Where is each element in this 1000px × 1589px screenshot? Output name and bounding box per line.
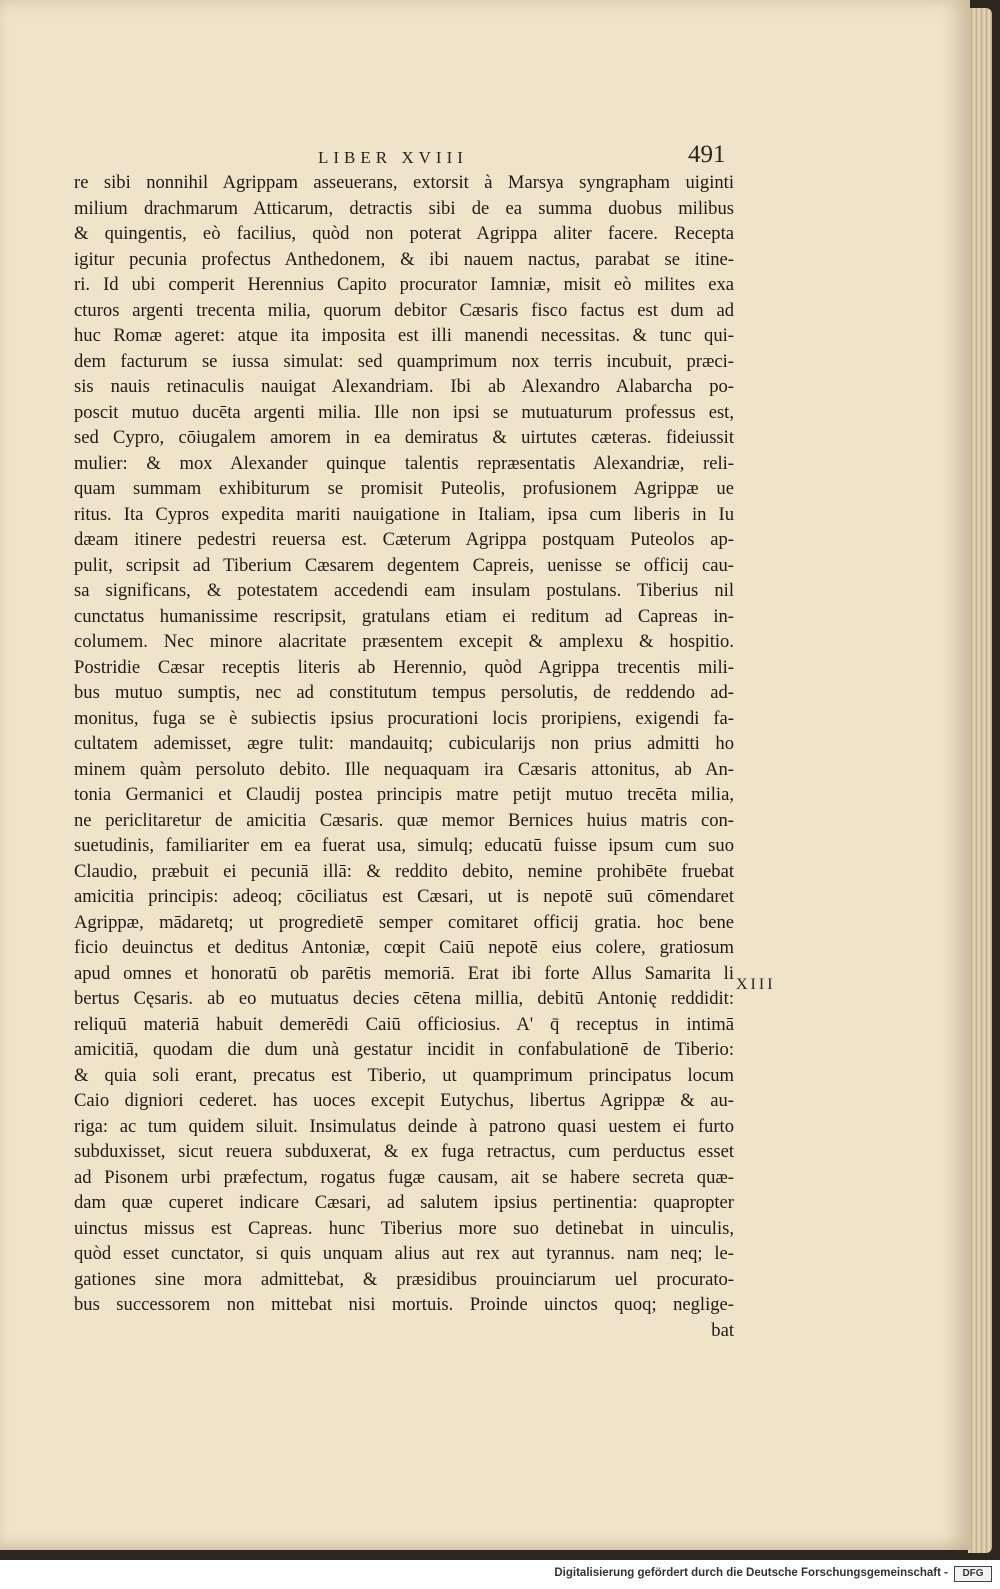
text-line: quam summam exhibiturum se promisit Puteolis, profusionem Agrippæ ue [74,478,734,499]
text-line: mulier: & mox Alexander quinque talentis repræsentatis Alexandriæ, reli- [74,452,734,474]
text-line: Postridie Cæsar receptis literis ab Herennio, quòd Agrippa trecentis mili- [74,656,734,678]
text-line: ne periclitaretur de amicitia Cæsaris. quæ memor Bernices huius matris con- [74,809,734,831]
footer [0,1560,1000,1589]
text-line: & quingentis, eò facilius, quòd non poterat Agrippa aliter facere. Recepta [74,223,734,244]
dfg-logo: DFG [954,1566,992,1582]
text-line: monitus, fuga se è subiectis ipsius procurationi locis proripiens, exigendi fa- [74,707,734,729]
text-line: dem facturum se iussa simulat: sed quamprimum nox terris incubuit, præci- [74,350,734,372]
text-line: apud omnes et honoratū ob parētis memoriā. Erat ibi forte Allus Samarita li [74,962,734,984]
text-line: subduxisset, sicut reuera subduxerat, & ex fuga retractus, cum perductus esset [74,1141,734,1162]
text-line: reliquū materiā habuit demerēdi Caiū officiosius. A' q̄ receptus in intimā [74,1013,734,1035]
text-line: ri. Id ubi comperit Herennius Capito procurator Iamniæ, misit eò milites exa [74,274,734,295]
text-line: amicitia principis: adeoq; cōciliatus est Cæsari, ut is nepotē suū cōmendaret [74,886,734,907]
text-line: cunctatus humanissime rescripsit, gratulans etiam ei reditum ad Capreas in- [74,605,734,627]
page-edges [968,8,992,1553]
text-line: cturos argenti trecenta milia, quorum debitor Cæsaris fisco factus est dum ad [74,299,734,321]
text-line: bertus Cęsaris. ab eo mutuatus decies cētena millia, debitū Antonię reddidit: [74,988,734,1009]
text-line: columem. Nec minore alacritate præsentem excepit & amplexu & hospitio. [74,631,734,652]
text-line: amicitiā, quodam die dum unà gestatur incidit in confabulationē de Tiberio: [74,1039,734,1060]
text-line: huc Romæ ageret: atque ita imposita est illi manendi necessitas. & tunc qui- [74,325,734,346]
running-head: LIBER XVIII [318,148,468,167]
text-block [74,170,734,1343]
text-line: sed Cypro, cōiugalem amorem in ea demiratus & uirtutes cæteras. fideiussit [74,427,734,448]
text-line: sa significans, & potestatem accedendi eam insulam postulans. Tiberius nil [74,580,734,601]
text-line: ad Pisonem urbi præfectum, rogatus fugæ causam, ait se habere secreta quæ- [74,1166,734,1188]
text-line: ritus. Ita Cypros expedita mariti nauigatione in Italiam, ipsa cum liberis in Iu [74,503,734,525]
margin-note: XIII [736,976,776,993]
text-line: igitur pecunia profectus Anthedonem, & ibi nauem nactus, parabat se itine- [74,248,734,270]
text-line: dæam itinere pedestri reuersa est. Cæterum Agrippa postquam Puteolos ap- [74,529,734,550]
text-line: cultatem ademisset, ægre tulit: mandauitq; cubicularijs non prius admitti ho [74,733,734,754]
text-line: re sibi nonnihil Agrippam asseuerans, extorsit à Marsya syngrapham uiginti [74,172,734,193]
text-line: tonia Germanici et Claudij postea principis matre petijt mutuo trecēta milia, [74,784,734,805]
text-line: Caio digniori cederet. has uoces excepit Eutychus, libertus Agrippæ & au- [74,1090,734,1111]
text-line: uinctus missus est Capreas. hunc Tiberius more suo detinebat in uinculis, [74,1217,734,1239]
text-line: pulit, scripsit ad Tiberium Cæsarem degentem Capreis, uenisse se officij cau- [74,554,734,576]
text-line: Agrippæ, mādaretq; ut progredietē semper comitaret officij gratia. hoc bene [74,911,734,933]
text-line: & quia soli erant, precatus est Tiberio, ut quamprimum principatus locum [74,1064,734,1086]
text-line: ficio deuinctus et deditus Antoniæ, cœpit Caiū nepotē eius colere, gratiosum [74,937,734,958]
text-line: riga: ac tum quidem siluit. Insimulatus deinde à patrono quasi uestem ei furto [74,1115,734,1137]
text-line: minem quàm persoluto debito. Ille nequaquam ira Cæsaris attonitus, ab An- [74,758,734,780]
footer-credit: Digitalisierung gefördert durch die Deutsche Forschungsgemeinschaft - [554,1567,948,1579]
text-line: suetudinis, familiariter em ea fuerat usa, simulq; educatū fuisse ipsum cum suo [74,835,734,856]
text-line: Claudio, præbuit ei pecuniā illā: & reddito debito, nemine prohibēte fruebat [74,860,734,882]
text-line: quòd esset cunctator, si quis unquam alius aut rex aut tyrannus. nam neq; le- [74,1243,734,1264]
text-line: gationes sine mora admittebat, & præsidibus prouinciarum uel procurato- [74,1268,734,1290]
page-number: 491 [688,141,726,168]
text-line: milium drachmarum Atticarum, detractis sibi de ea summa duobus milibus [74,197,734,219]
catchword: bat [711,1319,734,1341]
text-line: sis nauis retinaculis nauigat Alexandriam. Ibi ab Alexandro Alabarcha po- [74,376,734,397]
text-line: poscit mutuo ducēta argenti milia. Ille non ipsi se mutuaturum professus est, [74,401,734,423]
text-line: bus successorem non mittebat nisi mortuis. Proinde uinctos quoq; neglige- [74,1294,734,1315]
text-line: dam quæ cuperet indicare Cæsari, ad salutem ipsius pertinentia: quapropter [74,1192,734,1213]
text-line: bus mutuo sumptis, nec ad constitutum tempus persolutis, de reddendo ad- [74,682,734,703]
